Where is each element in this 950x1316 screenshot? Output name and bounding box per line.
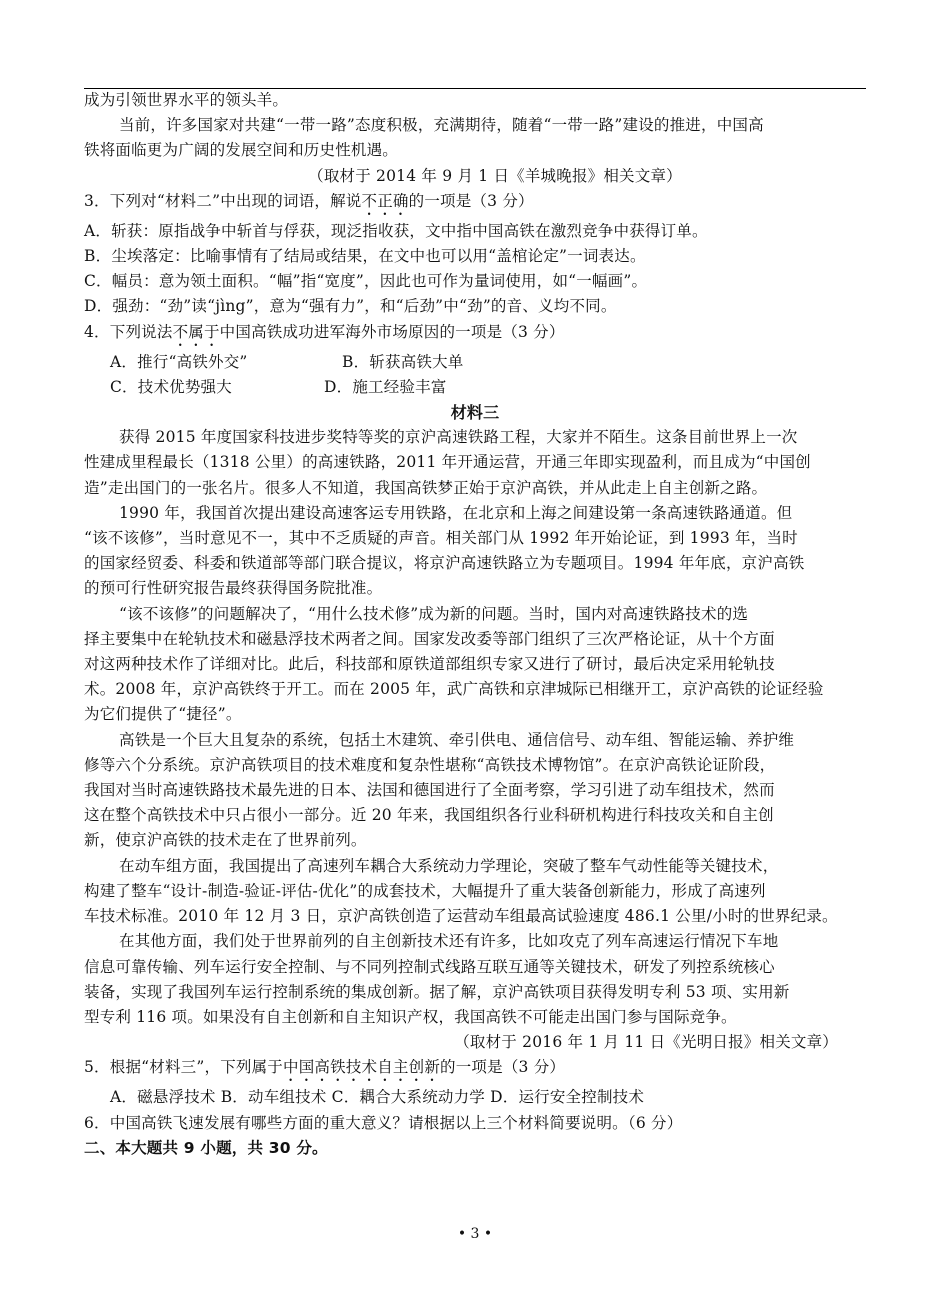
q3-option-d: D．强劲：“劲”读“jìng”，意为“强有力”，和“后劲”中“劲”的音、义均不同。 xyxy=(84,297,617,316)
q4-option-d: D．施工经验丰富 xyxy=(324,377,447,396)
material-3-paragraph-4: 高铁是一个巨大且复杂的系统，包括土木建筑、牵引供电、通信信号、动车组、智能运输、养护维 修等六个分系统。京沪高铁项目的技术难度和复杂性堪称“高铁技术博物馆”。在京沪高铁论证阶段， 我国对当时高速铁路技术最先进的日本、法国和德国进行了全面考察，学习引进了动车组技术，然而 这在整个高铁技术中只占很小一部分。近 20 年来，我国组织各行业科研机构进行科技攻关和自主创 新，使京沪高铁的技术走在了世界前列。 xyxy=(84,730,795,850)
question-4-stem: 4．下列说法不属于中国高铁成功进军海外市场原因的一项是（3 分） xyxy=(84,322,565,341)
q4-options-row-1 xyxy=(84,350,866,375)
emphasis-independent-innovation: 中国高铁技术自主创新 xyxy=(283,1058,441,1077)
question-3-stem: 3．下列对“材料二”中出现的词语，解说不正确的一项是（3 分） xyxy=(84,191,534,210)
material-3-paragraph-3: “该不该修”的问题解决了，“用什么技术修”成为新的问题。当时，国内对高速铁路技术的选 择主要集中在轮轨技术和磁悬浮技术两者之间。国家发改委等部门组织了三次严格论证，从十个方面 对这两种技术作了详细对比。此后，科技部和原铁道部组织专家又进行了研讨，最后决定采用轮轨技 术。2008 年，京沪高铁终于开工。而在 2005 年，武广高铁和京津城际已相继开工，京沪高铁的论证经验 为它们提供了“捷径”。 xyxy=(84,604,824,724)
material-3-paragraph-5: 在动车组方面，我国提出了高速列车耦合大系统动力学理论，突破了整车气动性能等关键技术， 构建了整车“设计-制造-验证-评估-优化”的成套技术，大幅提升了重大装备创新能力，形成了高速列 车技术标准。2010 年 12 月 3 日，京沪高铁创造了运营动车组最高试验速度 486.1 公里/小时的世界纪录。 xyxy=(84,856,838,926)
material-3-paragraph-6: 在其他方面，我们处于世界前列的自主创新技术还有许多，比如攻克了列车高速运行情况下车地 信息可靠传输、列车运行安全控制、与不同列控制式线路互联互通等关键技术，研发了列控系统核心 装备，实现了我国列车运行控制系统的集成创新。据了解，京沪高铁项目获得发明专利 53 项、实用新 型专利 116 项。如果没有自主创新和自主知识产权，我国高铁不可能走出国门参与国际竞争。 xyxy=(84,932,790,1026)
q4-option-c: C．技术优势强大 xyxy=(110,377,232,396)
q3-option-c: C．幅员：意为领土面积。“幅”指“宽度”，因此也可作为量词使用，如“一幅画”。 xyxy=(84,272,648,291)
q4-option-b: B．斩获高铁大单 xyxy=(342,352,464,371)
q3-option-b: B．尘埃落定：比喻事情有了结局或结果，在文中也可以用“盖棺论定”一词表达。 xyxy=(84,247,646,266)
page-number: • 3 • xyxy=(457,1226,493,1242)
material-3-title: 材料三 xyxy=(450,403,500,423)
section-two-heading: 二、本大题共 9 小题，共 30 分。 xyxy=(84,1138,328,1157)
source-citation-1: （取材于 2014 年 9 月 1 日《羊城晚报》相关文章） xyxy=(308,166,682,185)
emphasis-not-belong: 不属于 xyxy=(172,322,220,341)
q4-options-row-2 xyxy=(84,375,866,400)
question-5-stem: 5．根据“材料三”，下列属于中国高铁技术自主创新的一项是（3 分） xyxy=(84,1058,566,1077)
paragraph-belt-road-cont: 铁将面临更为广阔的发展空间和历史性机遇。 xyxy=(84,141,399,160)
q4-option-a: A．推行“高铁外交” xyxy=(110,352,248,371)
material-3-paragraph-2: 1990 年，我国首次提出建设高速客运专用铁路，在北京和上海之间建设第一条高速铁路通道。但 “该不该修”，当时意见不一，其中不乏质疑的声音。相关部门从 1992 年开始论证，到 1993 年，当时 的国家经贸委、科委和铁道部等部门联合提议，将京沪高速铁路立为专题项目。1994 年年底，京沪高铁 的预可行性研究报告最终获得国务院批准。 xyxy=(84,503,805,598)
q5-options: A．磁悬浮技术 B．动车组技术 C．耦合大系统动力学 D．运行安全控制技术 xyxy=(110,1088,645,1107)
question-6-stem: 6．中国高铁飞速发展有哪些方面的重大意义？请根据以上三个材料简要说明。（6 分） xyxy=(84,1113,683,1132)
q3-option-a: A．斩获：原指战争中斩首与俘获，现泛指收获，文中指中国高铁在激烈竞争中获得订单。 xyxy=(84,221,708,240)
document-page xyxy=(84,88,866,1161)
source-citation-2: （取材于 2016 年 1 月 11 日《光明日报》相关文章） xyxy=(454,1033,838,1052)
emphasis-not-correct: 不正确 xyxy=(361,191,409,210)
paragraph-belt-road: 当前，许多国家对共建“一带一路”态度积极，充满期待，随着“一带一路”建设的推进，中国高 xyxy=(119,116,764,135)
material-3-paragraph-1: 获得 2015 年度国家科技进步奖特等奖的京沪高速铁路工程，大家并不陌生。这条目前世界上一次 性建成里程最长（1318 公里）的高速铁路，2011 年开通运营，开通三年即实现盈利，而且成为“中国创 造”走出国门的一张名片。很多人不知道，我国高铁梦正始于京沪高铁，并从此走上自主创新之路。 xyxy=(84,428,811,497)
continuation-text: 成为引领世界水平的领头羊。 xyxy=(84,91,289,109)
